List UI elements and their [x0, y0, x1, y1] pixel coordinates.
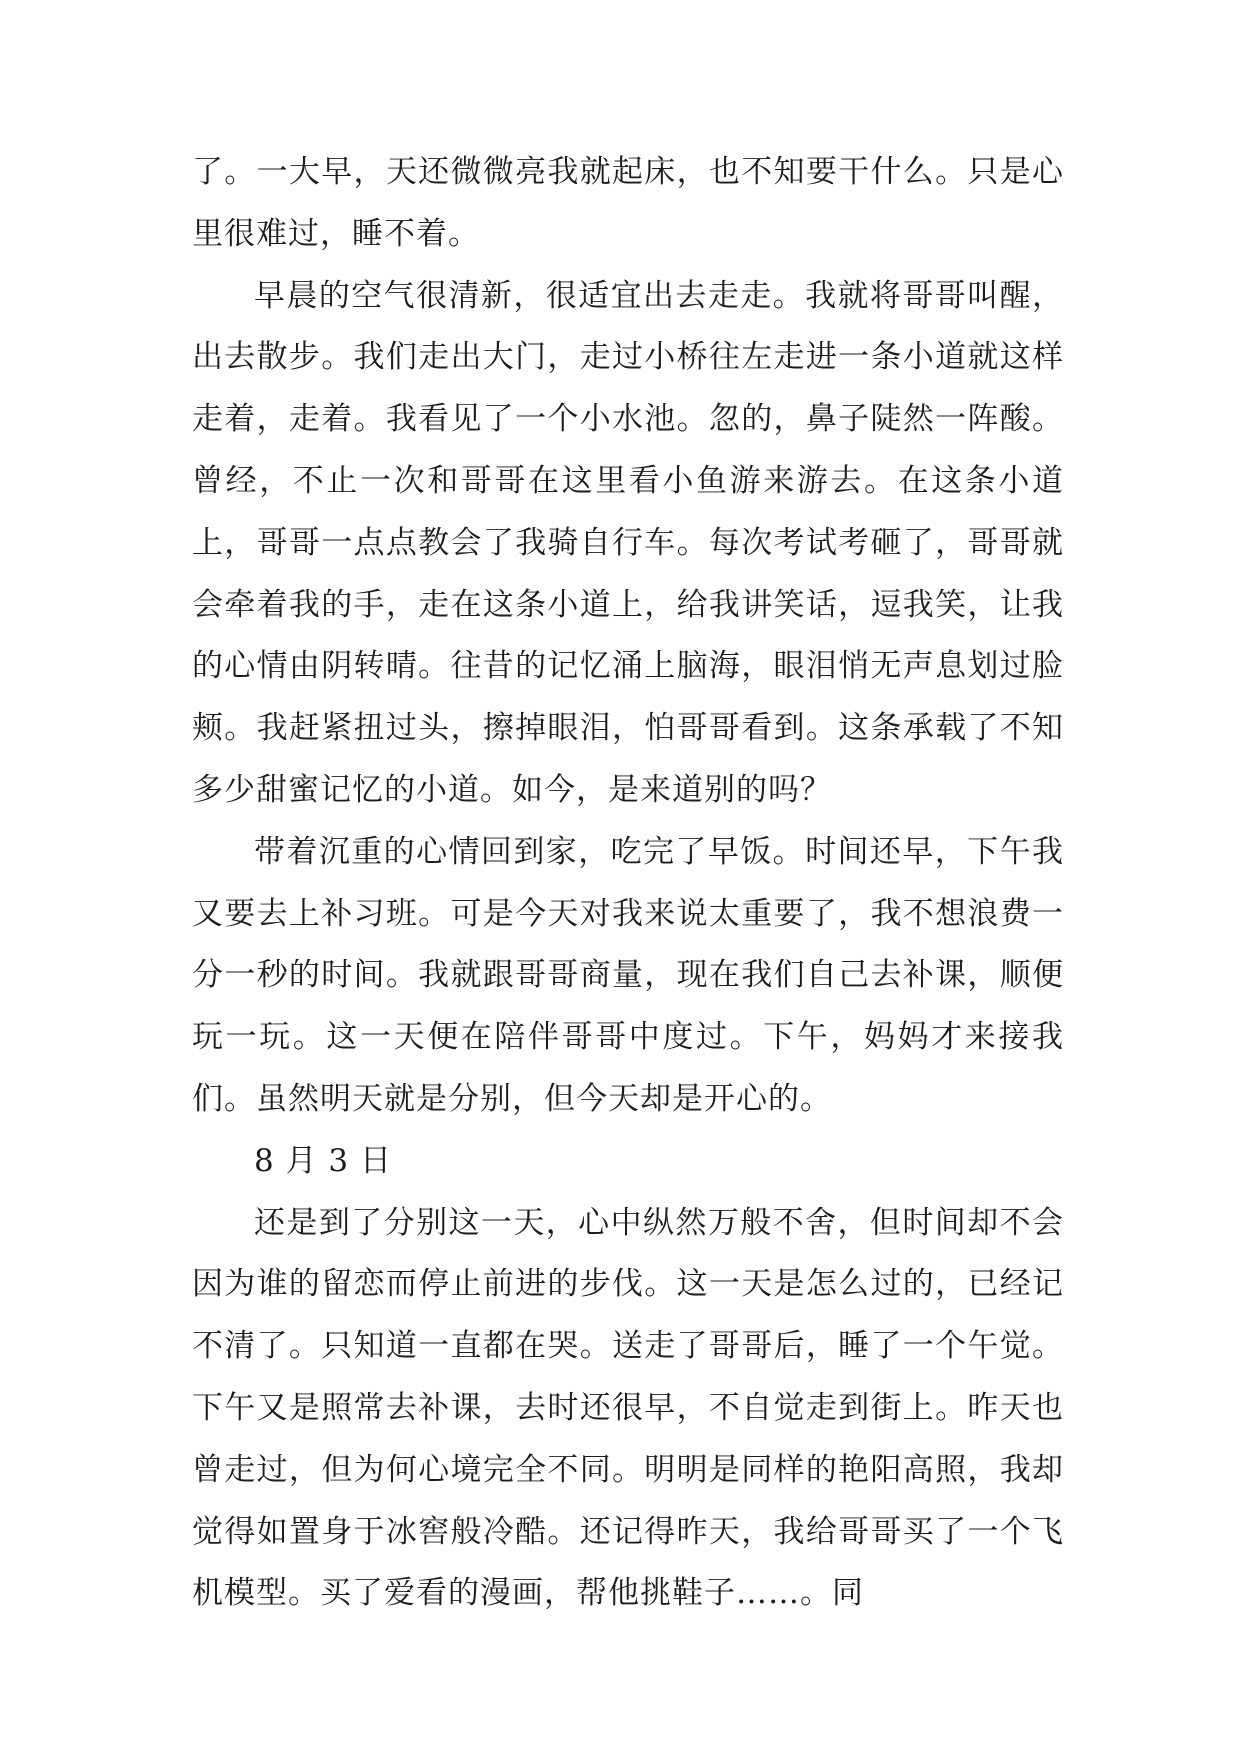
paragraph-4: 还是到了分别这一天，心中纵然万般不舍，但时间却不会因为谁的留恋而停止前进的步伐。这一天是怎么过的，已经记不清了。只知道一直都在哭。送走了哥哥后，睡了一个午觉。下午又是照常去补课，去时还很早，不自觉走到街上。昨天也曾走过，但为何心境完全不同。明明是同样的艳阳高照，我却觉得如置身于冰窖般冷酷。还记得昨天，我给哥哥买了一个飞机模型。买了爱看的漫画，帮他挑鞋子……。同 [192, 1204, 1064, 1612]
paragraph-3: 带着沉重的心情回到家，吃完了早饭。时间还早，下午我又要去上补习班。可是今天对我来说太重要了，我不想浪费一分一秒的时间。我就跟哥哥商量，现在我们自己去补课，顺便玩一玩。这一天便在陪伴哥哥中度过。下午，妈妈才来接我们。虽然明天就是分别，但今天却是开心的。 [192, 833, 1064, 1117]
paragraph-2: 早晨的空气很清新，很适宜出去走走。我就将哥哥叫醒，出去散步。我们走出大门，走过小桥往左走进一条小道就这样走着，走着。我看见了一个小水池。忽的，鼻子陡然一阵酸。曾经，不止一次和哥哥在这里看小鱼游来游去。在这条小道上，哥哥一点点教会了我骑自行车。每次考试考砸了，哥哥就会牵着我的手，走在这条小道上，给我讲笑话，逗我笑，让我的心情由阴转晴。往昔的记忆涌上脑海，眼泪悄无声息划过脸颊。我赶紧扭过头，擦掉眼泪，怕哥哥看到。这条承载了不知多少甜蜜记忆的小道。如今，是来道别的吗？ [192, 277, 1064, 808]
document-body [192, 142, 1064, 1625]
date-heading: 8 月 3 日 [254, 1142, 393, 1179]
paragraph-1: 了。一大早，天还微微亮我就起床，也不知要干什么。只是心里很难过，睡不着。 [192, 154, 1064, 252]
